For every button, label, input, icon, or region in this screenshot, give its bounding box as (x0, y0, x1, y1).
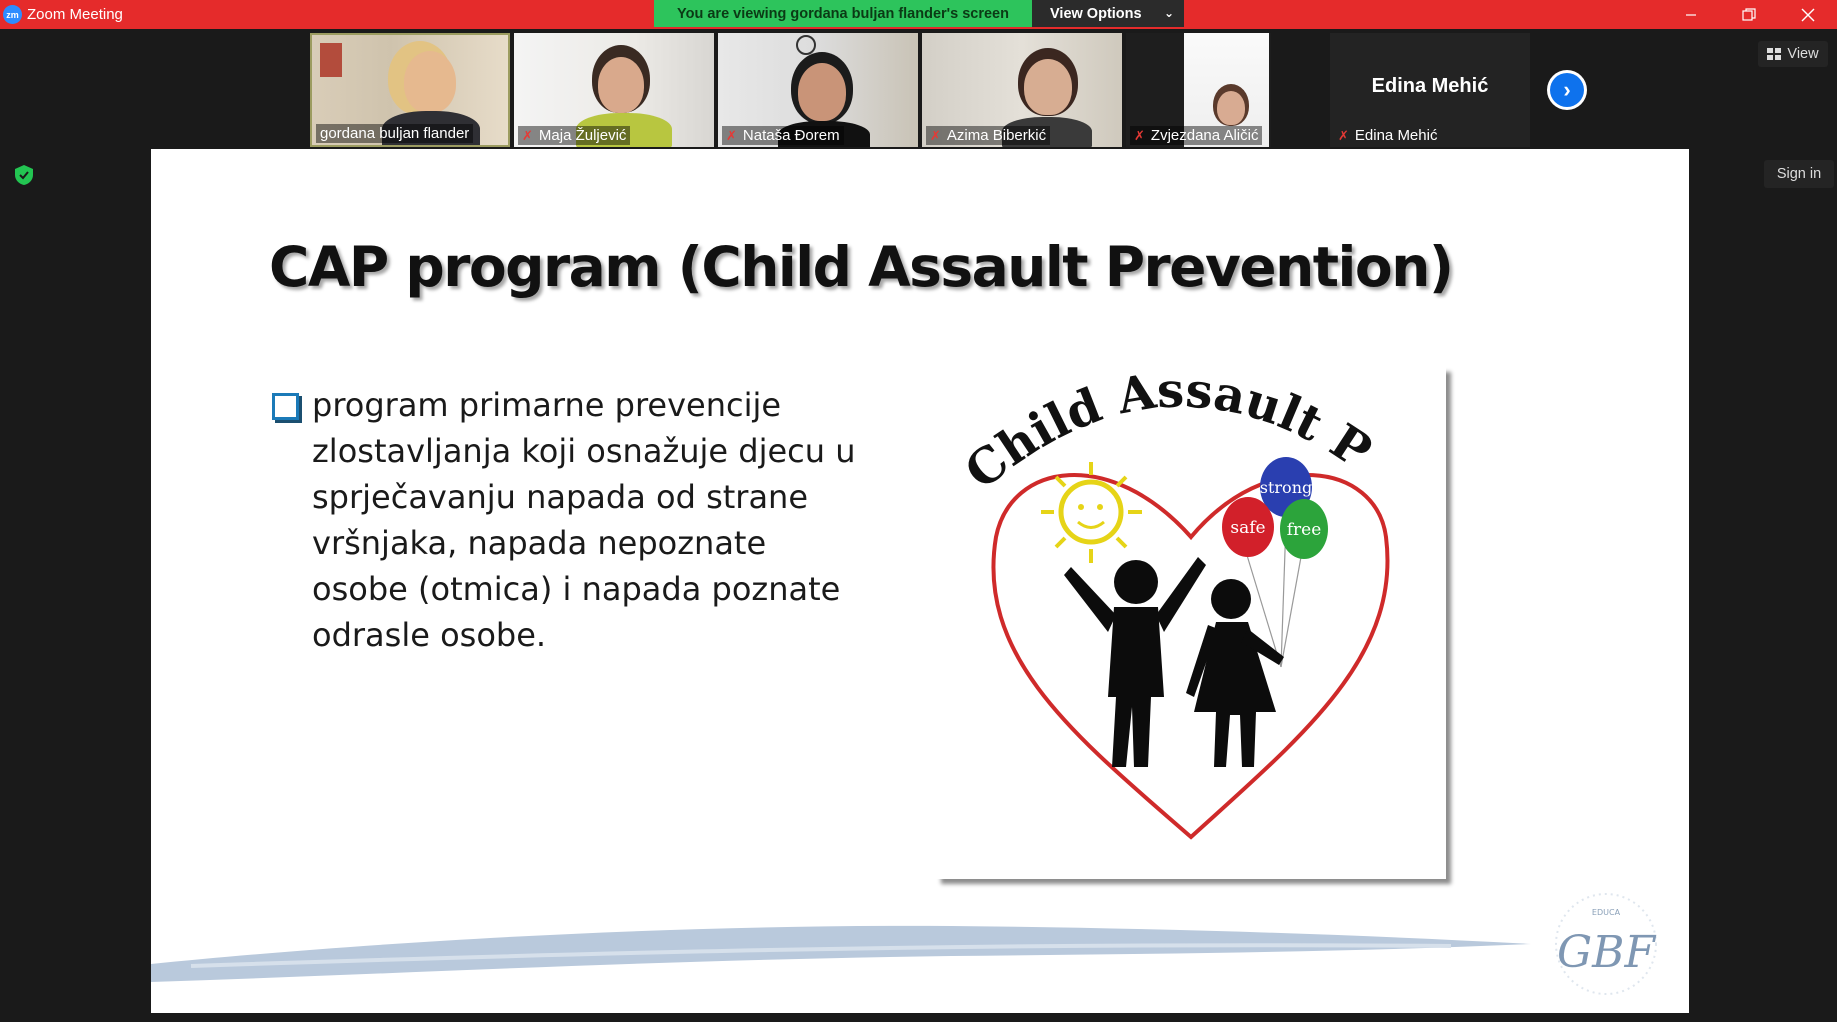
svg-text:strong: strong (1259, 478, 1313, 497)
heart-outline (993, 475, 1387, 837)
restore-icon (1742, 8, 1756, 22)
svg-text:free: free (1286, 520, 1322, 540)
next-page-button[interactable] (1547, 70, 1587, 110)
participant-name: gordana buljan flander (316, 124, 473, 143)
participant-tile-video-off[interactable] (1330, 33, 1530, 147)
participant-face (798, 63, 846, 121)
participant-display-name: Edina Mehić (1371, 75, 1489, 97)
security-shield-icon[interactable] (13, 164, 35, 186)
minimize-button[interactable] (1662, 0, 1720, 29)
title-bar (0, 0, 1837, 29)
close-icon (1801, 8, 1815, 22)
participant-tile[interactable] (310, 33, 510, 147)
grid-view-icon (1767, 48, 1781, 60)
window-title: Zoom Meeting (27, 6, 123, 23)
participant-tile[interactable] (1126, 33, 1271, 147)
view-options-button[interactable] (1032, 0, 1184, 27)
mic-muted-icon: ✗ (726, 127, 737, 143)
participant-face (1024, 59, 1072, 115)
screen-share-banner: You are viewing gordana buljan flander's screen (654, 0, 1032, 27)
slide-bullet-text: program primarne prevencije zlostavljanja koji osnažuje djecu u sprječavanju napada od strane vršnjaka, napada nepoznate osobe (otmica) i napada poznate odrasle osobe. (312, 386, 856, 654)
cap-logo-graphic (936, 367, 1446, 879)
shared-slide (151, 149, 1689, 1013)
participant-name: ✗ Edina Mehić (1338, 127, 1438, 144)
cap-logo-image (936, 367, 1446, 879)
close-button[interactable] (1779, 0, 1837, 29)
logo-arc-text: Child Assault P (954, 367, 1382, 501)
view-options-label: View Options (1050, 5, 1142, 22)
participant-tile[interactable] (922, 33, 1122, 147)
mic-muted-icon: ✗ (522, 127, 533, 143)
mic-muted-icon: ✗ (1134, 127, 1145, 143)
slide-title: CAP program (Child Assault Prevention) (269, 235, 1453, 299)
restore-button[interactable] (1720, 0, 1778, 29)
participant-name: ✗ Azima Biberkić (926, 126, 1050, 145)
participant-tile[interactable] (718, 33, 918, 147)
zoom-logo-icon: zm (3, 5, 22, 24)
children-silhouettes-icon (1064, 557, 1284, 767)
participant-name: ✗ Zvjezdana Aličić (1130, 126, 1262, 145)
chevron-right-icon: › (1550, 73, 1584, 107)
participant-name: ✗ Nataša Đorem (722, 126, 844, 145)
participant-name: ✗ Maja Žuljević (518, 126, 630, 145)
no-smoking-sign-icon (796, 35, 816, 55)
view-label: View (1787, 46, 1819, 62)
mic-muted-icon: ✗ (930, 127, 941, 143)
view-button[interactable] (1758, 41, 1828, 67)
svg-text:safe: safe (1230, 518, 1266, 538)
sign-in-button[interactable]: Sign in (1764, 160, 1834, 188)
svg-text:EDUCA: EDUCA (1591, 908, 1621, 917)
minimize-icon (1685, 9, 1697, 21)
participant-face (404, 51, 456, 113)
wall-picture (320, 43, 342, 77)
participant-face (1217, 91, 1245, 125)
participant-face (598, 57, 644, 113)
mic-muted-icon: ✗ (1338, 127, 1349, 143)
checkbox-bullet-icon (272, 393, 299, 420)
svg-text:GBF: GBF (1556, 927, 1656, 978)
chevron-down-icon: ⌄ (1163, 6, 1174, 20)
gbf-brand-logo (1546, 889, 1666, 999)
brush-stroke-decoration (151, 904, 1551, 994)
participant-tile[interactable] (514, 33, 714, 147)
